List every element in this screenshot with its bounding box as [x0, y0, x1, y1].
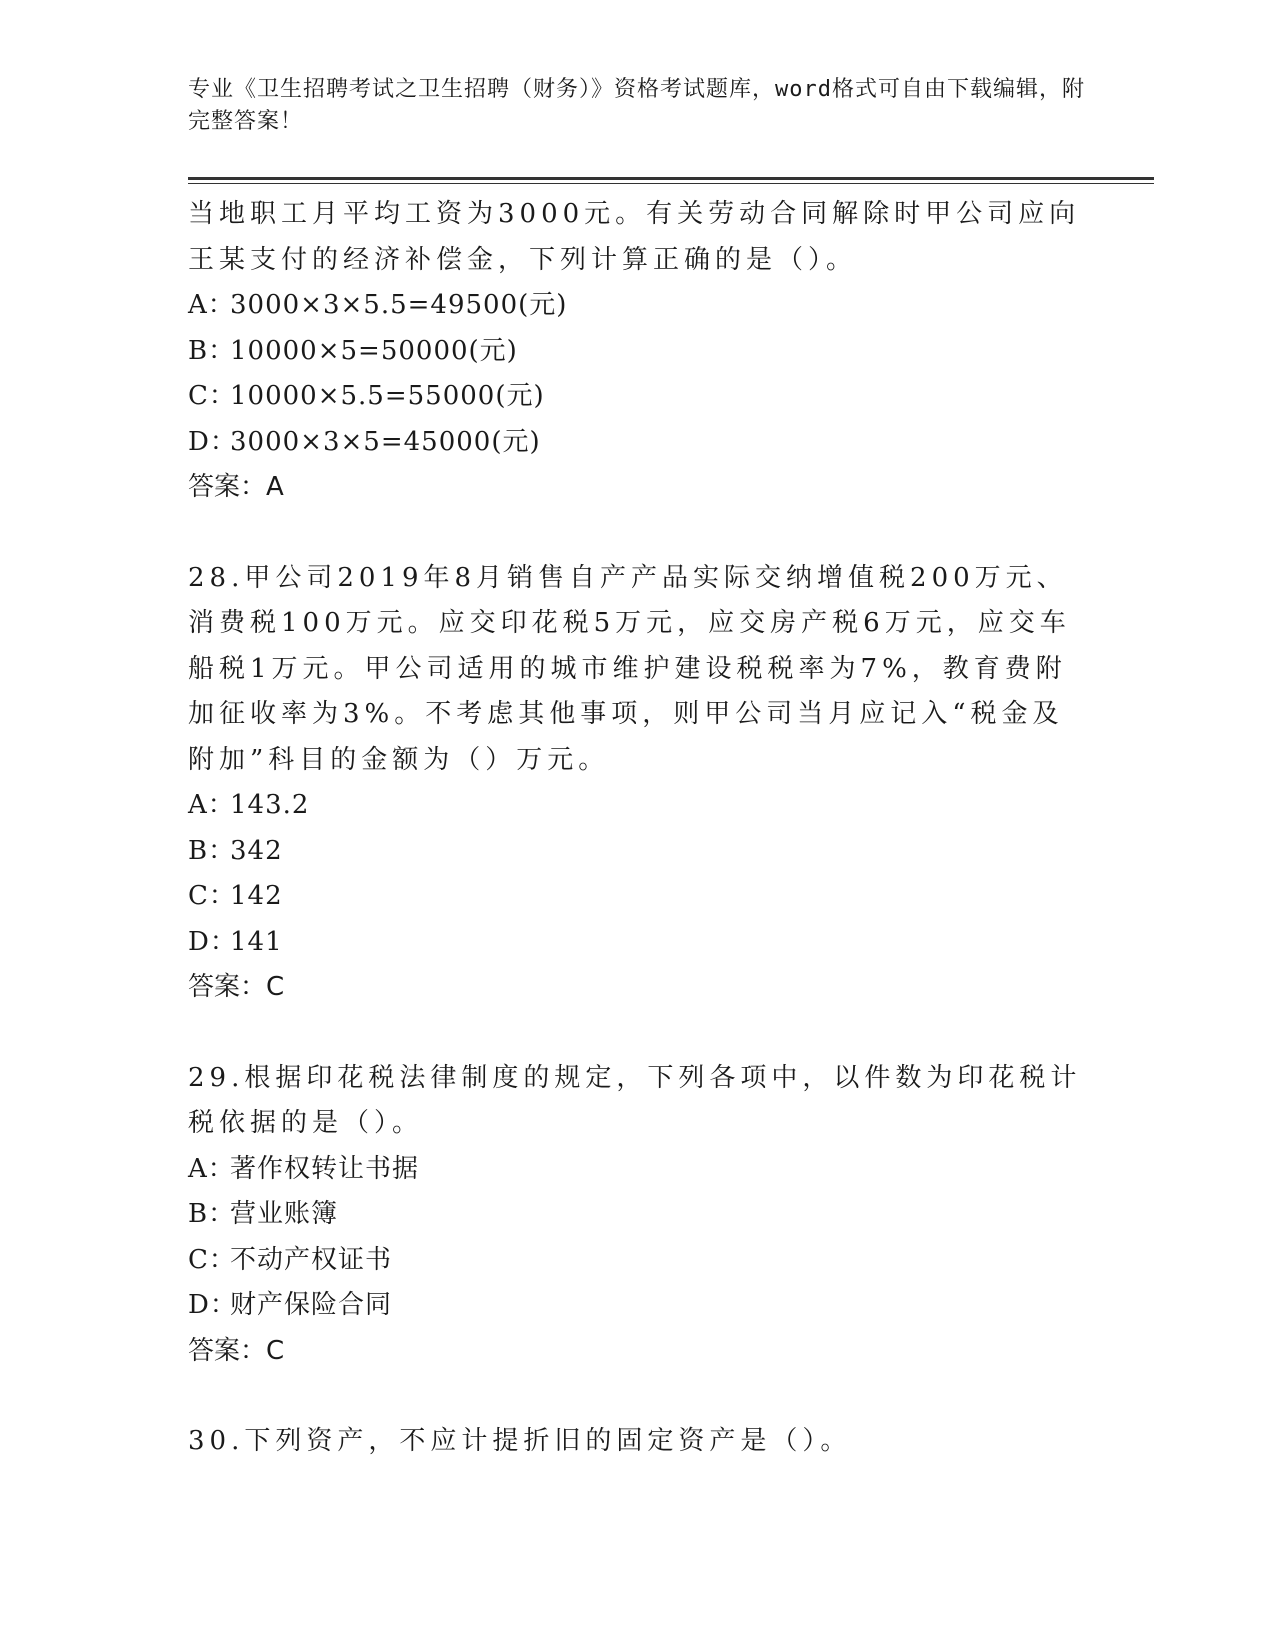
option-c [188, 374, 1088, 420]
option-a [188, 783, 1088, 829]
option-text: 3000×3×5.5=49500(元) [230, 290, 568, 320]
option-key: C： [188, 1244, 236, 1275]
option-text: 10000×5=50000(元) [230, 335, 518, 366]
option-key: D： [188, 1290, 237, 1320]
option-text: 财产保险合同 [230, 1290, 393, 1320]
option-b [188, 1192, 1088, 1238]
option-key: A： [188, 790, 235, 820]
option-key: D： [188, 926, 237, 957]
option-b [188, 829, 1088, 875]
option-text: 营业账簿 [230, 1199, 339, 1229]
option-key: A： [188, 290, 235, 320]
question-stem: 28.甲公司2019年8月销售自产产品实际交纳增值税200万元、消费税100万元。应交印花税5万元，应交房产税6万元，应交车船税1万元。甲公司适用的城市维护建设税税率为7%，教育费附加征收率为3%。不考虑其他事项，则甲公司当月应记入“税金及附加”科目的金额为（）万元。 [188, 562, 1071, 775]
question-block [188, 192, 1088, 511]
option-text: 142 [230, 881, 283, 911]
option-text: 3000×3×5=45000(元) [230, 426, 541, 457]
spacer [188, 1374, 1088, 1419]
option-text: 141 [230, 926, 283, 957]
option-d [188, 420, 1088, 466]
header-rule-thick [188, 177, 1154, 180]
option-a [188, 1147, 1088, 1193]
question-stem: 当地职工月平均工资为3000元。有关劳动合同解除时甲公司应向王某支付的经济补偿金，下列计算正确的是（）。 [188, 199, 1081, 275]
answer-line: 答案：C [188, 1335, 285, 1366]
question-list [188, 192, 1088, 1465]
spacer [188, 1011, 1088, 1056]
option-d [188, 1283, 1088, 1329]
option-c [188, 1238, 1088, 1284]
header-rule-thin [188, 183, 1154, 184]
option-key: B： [188, 1199, 236, 1229]
option-key: B： [188, 335, 236, 366]
option-text: 10000×5.5=55000(元) [230, 381, 545, 411]
option-key: B： [188, 835, 236, 866]
option-text: 著作权转让书据 [230, 1153, 420, 1184]
option-text: 342 [230, 835, 283, 866]
option-key: D： [188, 426, 237, 457]
option-b [188, 329, 1088, 375]
answer-line: 答案：A [188, 472, 284, 502]
option-text: 不动产权证书 [230, 1244, 393, 1275]
spacer [188, 511, 1088, 556]
option-key: A： [188, 1153, 235, 1184]
question-stem: 29.根据印花税法律制度的规定，下列各项中，以件数为印花税计税依据的是（）。 [188, 1062, 1082, 1138]
option-key: C： [188, 381, 236, 411]
question-block [188, 1056, 1088, 1375]
option-d [188, 920, 1088, 966]
option-a [188, 283, 1088, 329]
option-text: 143.2 [230, 790, 310, 820]
question-stem: 30.下列资产，不应计提折旧的固定资产是（）。 [188, 1426, 852, 1456]
option-c [188, 874, 1088, 920]
question-block [188, 1419, 1088, 1465]
option-key: C： [188, 881, 236, 911]
document-header: 专业《卫生招聘考试之卫生招聘（财务）》资格考试题库，word格式可自由下载编辑，附完整答案！ [188, 77, 1085, 134]
question-block [188, 556, 1088, 1011]
answer-line: 答案：C [188, 972, 285, 1002]
